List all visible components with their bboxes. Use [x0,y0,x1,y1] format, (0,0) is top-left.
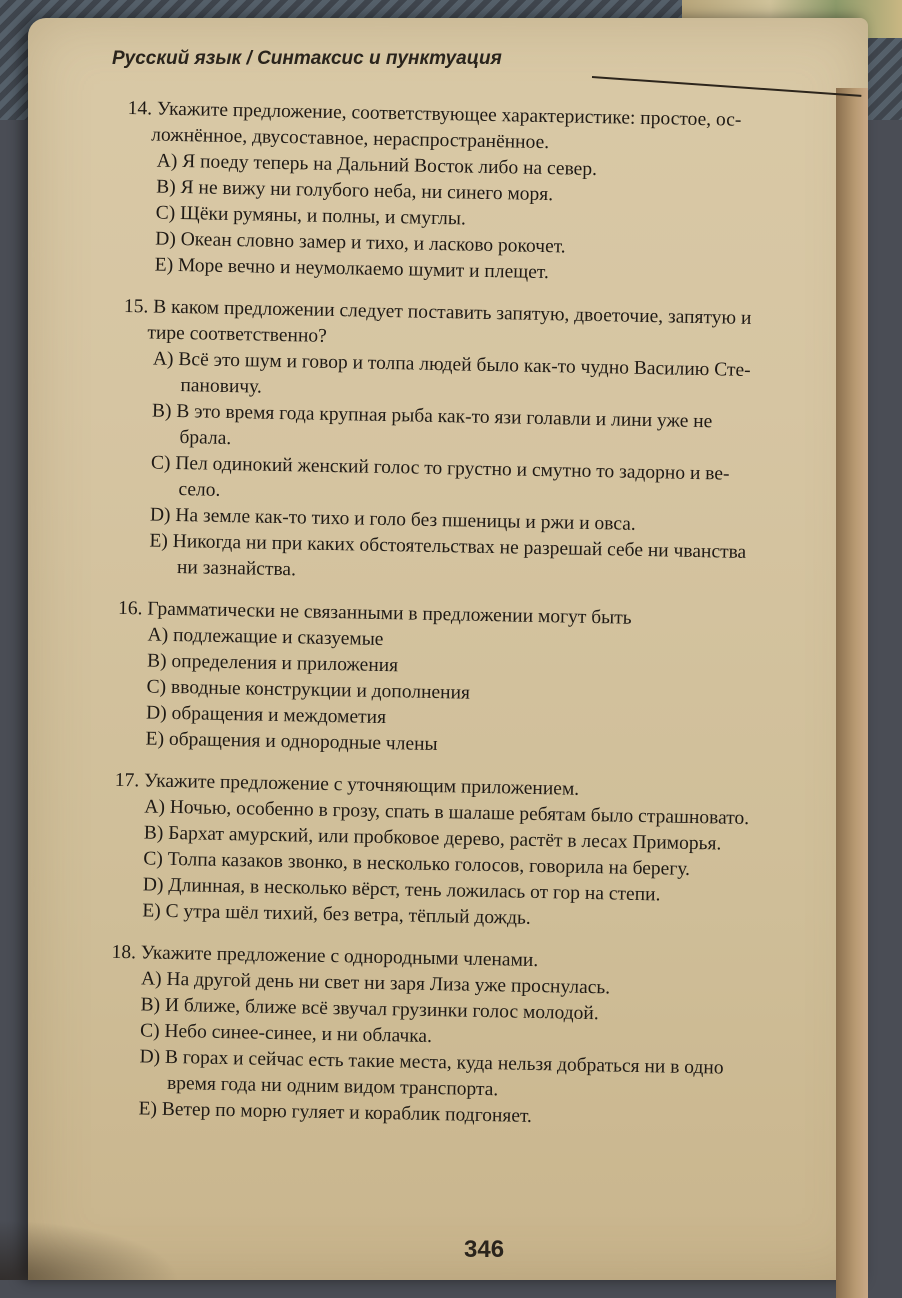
question-number: 14. [127,97,153,120]
question-number: 18. [111,941,137,964]
option-e: E) обращения и однородные члены [145,728,438,756]
option-d: D) На земле как-то тихо и голо без пшеницы и ржи и овса. [149,504,636,535]
option-a: A) Я поеду теперь на Дальний Восток либо на север. [156,150,598,181]
option-c: C) Пел одинокий женский голос то грустно и смутно то задорно и ве- село. [150,452,730,501]
question-14: 14. Укажите предложение, соответствующее характеристике: простое, ос- ложнённое, двусоставное, нераспространённое. A) Я поеду теперь на Дальний Восток либо на север. B) Я не вижу ни голубого неба, ни синего моря. C) Щёки румяны, и полны, и смуглы. D) Океан словно замер и тихо, и ласково рокочет. E) Море вечно и неумолкаемо шумит и плещет. [125,96,868,292]
question-16 [115,596,858,766]
option-c: C) вводные конструкции и дополнения [146,676,471,704]
option-b: B) Бархат амурский, или пробковое дерево, растёт в лесах Приморья. [143,822,722,855]
option-c: C) Небо синее-синее, и ни облачка. [139,1020,433,1048]
option-b: B) В это время года крупная рыба как-то язи голавли и лини уже не брала. [151,400,713,450]
question-text: 15. В каком предложении следует поставить запятую, двоеточие, запятую и [123,295,752,330]
option-d: D) Длинная, в несколько вёрст, тень ложилась от гор на степи. [142,874,661,906]
option-c: C) Толпа казаков звонко, в несколько голосов, говорила на берегу. [143,848,691,880]
questions-list [108,96,868,1152]
question-17 [112,768,855,938]
corner-shadow [0,1220,180,1280]
question-text: 17. Укажите предложение с уточняющим приложением. [114,769,580,800]
option-d: D) В горах и сейчас есть такие места, куда нельзя добраться ни в одно время года ни одним видом транспорта. [139,1046,724,1101]
page-number: 346 [464,1236,505,1263]
option-e: E) С утра шёл тихий, без ветра, тёплый дождь. [142,900,531,929]
option-b: B) Я не вижу ни голубого неба, ни синего моря. [156,176,554,206]
question-text: 16. Грамматически не связанными в предложении могут быть [117,597,632,629]
question-18 [108,940,851,1136]
option-e: E) Ветер по морю гуляет и кораблик подгоняет. [138,1098,533,1127]
question-number: 17. [114,769,140,792]
option-a: A) подлежащие и сказуемые [147,624,384,651]
page-header: Русский язык / Синтаксис и пунктуация [112,48,502,69]
option-d: D) Океан словно замер и тихо, и ласково рокочет. [155,228,566,258]
question-number: 16. [117,597,143,620]
option-b: B) определения и приложения [146,650,399,677]
option-b: B) И ближе, ближе всё звучал грузинки голос молодой. [140,994,599,1025]
option-e: E) Море вечно и неумолкаемо шумит и плещет. [154,254,550,284]
question-text: 14. Укажите предложение, соответствующее характеристике: простое, ос- [127,97,742,131]
option-a: A) Ночью, особенно в грозу, спать в шалаше ребятам было страшновато. [144,796,750,830]
question-15: 15. В каком предложении следует поставить запятую, двоеточие, запятую и тире соответственно? A) Всё это шум и говор и толпа людей было как-то чудно Василию Сте- пановичу. B) В это время года крупная рыба как-то язи голавли и лини уже не брала. C) Пел одинокий женский голос то грустно и смутно то задорно и ве- село. D) На земле как-то тихо и голо без пшеницы и ржи и овса. E) Никогда ни при каких обстоятельствах не разрешай себе ни чванства ни зазнайства. [119,294,864,594]
option-a: A) Всё это шум и говор и толпа людей было как-то чудно Василию Сте- пановичу. [152,348,751,398]
option-d: D) обращения и междометия [145,702,387,729]
option-c: C) Щёки румяны, и полны, и смуглы. [155,202,467,230]
option-a: A) На другой день ни свет ни заря Лиза уже проснулась. [140,968,611,999]
question-number: 15. [123,295,149,318]
option-e: E) Никогда ни при каких обстоятельствах не разрешай себе ни чванства ни зазнайства. [149,530,747,581]
question-text: 18. Укажите предложение с однородными членами. [111,941,539,972]
